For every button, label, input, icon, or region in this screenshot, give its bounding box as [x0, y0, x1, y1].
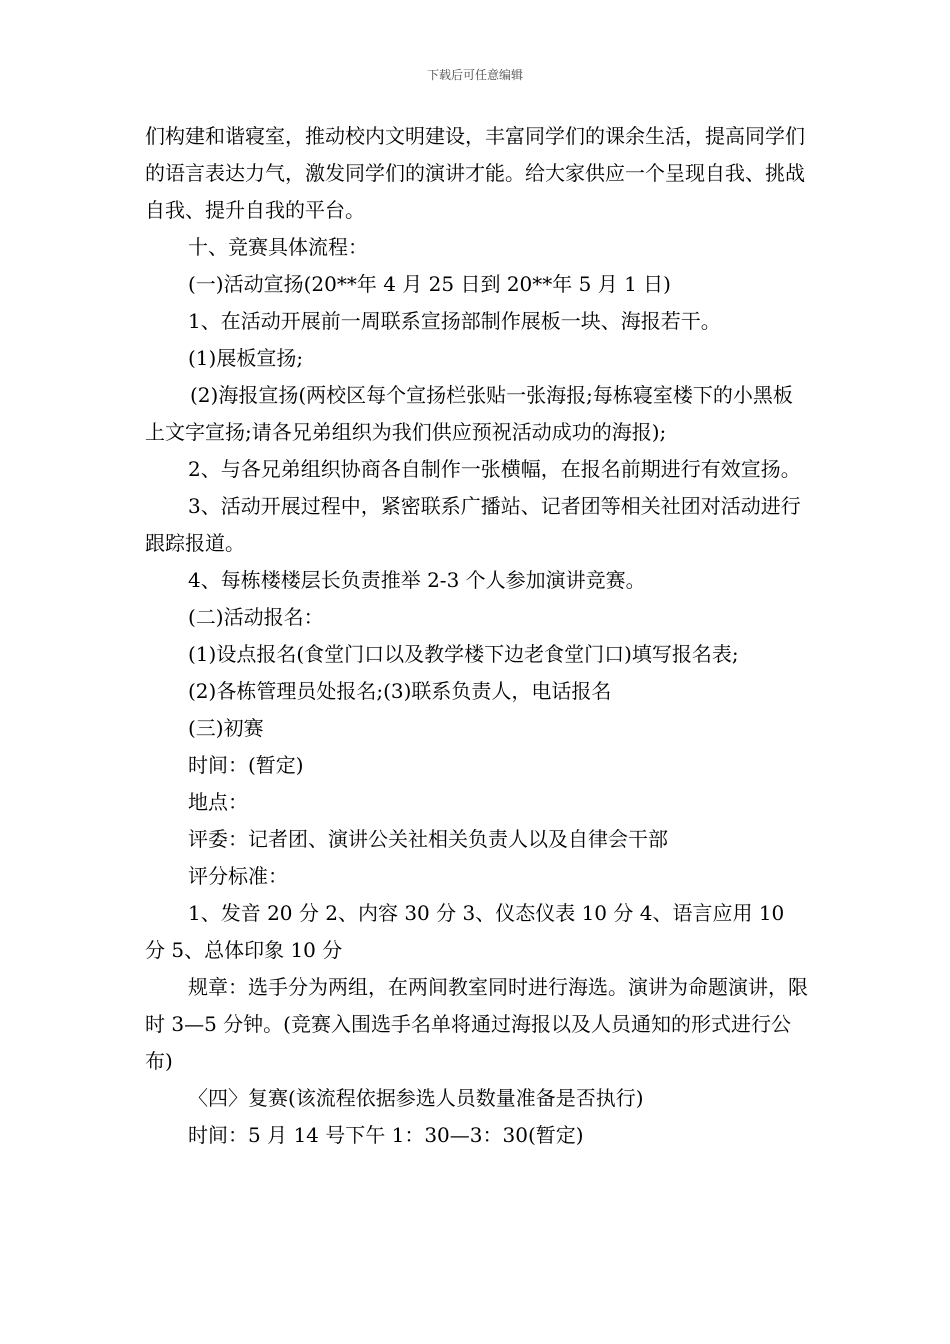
- document-body: [145, 118, 810, 1154]
- field-scoring-heading: 评分标准：: [188, 864, 288, 888]
- list-item: 3、活动开展过程中，紧密联系广播站、记者团等相关社团对活动进行跟踪报道。: [145, 494, 801, 555]
- subsection-semifinal: 〈四〉复赛(该流程依据参选人员数量准备是否执行): [188, 1086, 644, 1110]
- field-location: 地点：: [188, 790, 248, 814]
- section-heading-flow: 十、竞赛具体流程：: [188, 235, 368, 259]
- field-time-semifinal: 时间：5 月 14 号下午 1：30—3：30(暂定): [188, 1123, 584, 1147]
- list-item: (2)海报宣扬(两校区每个宣扬栏张贴一张海报;每栋寝室楼下的小黑板上文字宣扬;请各兄弟组织为我们供应预祝活动成功的海报);: [145, 383, 793, 444]
- list-item: 1、在活动开展前一周联系宣扬部制作展板一块、海报若干。: [188, 309, 721, 333]
- list-item: (1)展板宣扬;: [188, 346, 304, 370]
- list-item: 4、每栋楼楼层长负责推举 2-3 个人参加演讲竞赛。: [188, 568, 646, 592]
- subsection-preliminary: (三)初赛: [188, 716, 264, 740]
- list-item: (2)各栋管理员处报名;(3)联系负责人，电话报名: [188, 679, 612, 703]
- paragraph-intro: 们构建和谐寝室，推动校内文明建设，丰富同学们的课余生活，提高同学们的语言表达力气，激发同学们的演讲才能。给大家供应一个呈现自我、挑战自我、提升自我的平台。: [145, 124, 805, 222]
- field-time: 时间：(暂定): [188, 753, 304, 777]
- list-item: 2、与各兄弟组织协商各自制作一张横幅，在报名前期进行有效宣扬。: [188, 457, 801, 481]
- list-item: (1)设点报名(食堂门口以及教学楼下边老食堂门口)填写报名表;: [188, 642, 739, 666]
- subsection-registration: (二)活动报名：: [188, 605, 324, 629]
- scoring-criteria: 1、发音 20 分 2、内容 30 分 3、仪态仪表 10 分 4、语言应用 10 分 5、总体印象 10 分: [145, 901, 785, 962]
- field-judges: 评委：记者团、演讲公关社相关负责人以及自律会干部: [188, 827, 668, 851]
- subsection-publicity: (一)活动宣扬(20**年 4 月 25 日到 20**年 5 月 1 日): [188, 272, 671, 296]
- page-header: 下载后可任意编辑: [426, 68, 523, 82]
- rules-paragraph: 规章：选手分为两组，在两间教室同时进行海选。演讲为命题演讲，限时 3—5 分钟。(竞赛入围选手名单将通过海报以及人员通知的形式进行公布): [145, 975, 808, 1073]
